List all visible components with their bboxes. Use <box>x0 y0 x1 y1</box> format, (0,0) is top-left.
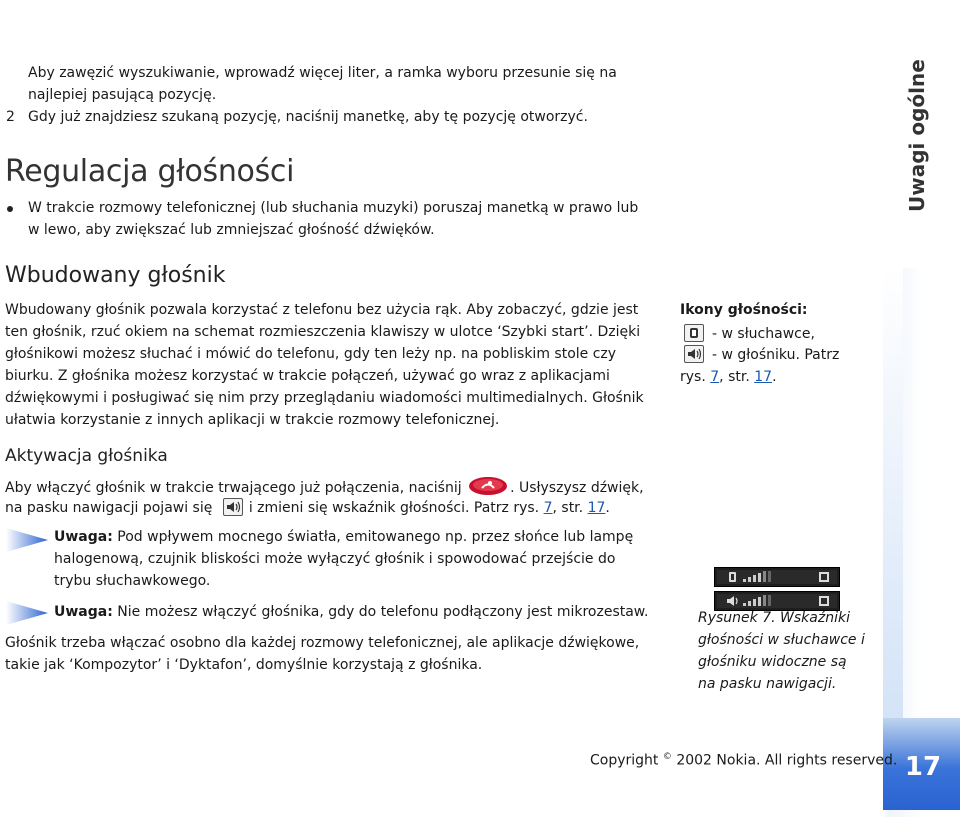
speaker-line-3: głośnikowi możesz słuchać i mówić do telefonu, gdy ten leży np. na pobliskim stole czy <box>5 346 617 362</box>
speaker-line-2: ten głośnik, rzuć okiem na schemat rozmieszczenia klawiszy w ulotce ‘Szybki start’. Dzięki <box>5 324 641 340</box>
figure-link[interactable]: 7 <box>543 500 553 516</box>
note-2-text: Nie możesz włączyć głośnika, gdy do telefonu podłączony jest mikrozestaw. <box>117 604 649 620</box>
note-1-label: Uwaga: <box>54 529 113 545</box>
step-number: 2 <box>6 109 15 125</box>
sidebar-item-loudspeaker <box>684 345 839 367</box>
section-title-volume: Regulacja głośności <box>5 154 295 189</box>
final-line-2: takie jak ‘Kompozytor’ i ‘Dyktafon’, domyślnie korzystają z głośnika. <box>5 657 483 673</box>
speaker-line-6: ułatwia korzystanie z innych aplikacji w trakcie rozmowy telefonicznej. <box>5 412 500 428</box>
loudspeaker-icon <box>223 498 243 516</box>
sidebar-item-loudspeaker-label: - w głośniku. Patrz <box>712 347 840 363</box>
sidebar-page-link[interactable]: 17 <box>754 369 773 385</box>
note-1-line-1 <box>54 527 633 549</box>
speaker-line-1: Wbudowany głośnik pozwala korzystać z telefonu bez użycia rąk. Aby zobaczyć, gdzie jest <box>5 302 639 318</box>
note-1-text: Pod wpływem mocnego światła, emitowanego np. przez słońce lub lampę <box>117 529 634 545</box>
page-link[interactable]: 17 <box>587 500 606 516</box>
end-key-icon <box>468 476 508 496</box>
note-1-line-3: trybu słuchawkowego. <box>54 573 211 589</box>
copyright-symbol: © <box>662 752 672 762</box>
nav-bar-earpiece <box>714 567 840 587</box>
page-number: 17 <box>904 752 942 782</box>
speaker-line-5: dźwiękowymi i posługiwać się nim przy przeglądaniu wiadomości multimedialnych. Głośnik <box>5 390 644 406</box>
note-arrow-icon <box>6 601 48 625</box>
chapter-title: Uwagi ogólne <box>905 59 929 212</box>
figure-caption-line-1: Rysunek 7. Wskaźniki <box>698 610 850 626</box>
note-2-line <box>54 602 648 624</box>
sidebar-item-earpiece <box>684 324 815 346</box>
section-title-speaker: Wbudowany głośnik <box>5 263 226 288</box>
loudspeaker-volume-icon <box>684 345 704 363</box>
activate-line-2-text-b: i zmieni się wskaźnik głośności. Patrz rys. <box>248 500 540 516</box>
intro-line-2: najlepiej pasującą pozycję. <box>28 87 217 103</box>
activate-line-2 <box>5 498 610 520</box>
copyright-text: 2002 Nokia. All rights reserved. <box>676 752 898 769</box>
copyright <box>590 752 897 769</box>
section-title-activate: Aktywacja głośnika <box>5 446 168 466</box>
sidebar-ref-sep: , str. <box>719 369 750 385</box>
sidebar-item-earpiece-label: - w słuchawce, <box>712 326 815 342</box>
bullet-icon <box>7 206 13 212</box>
speaker-line-4: biurku. Z głośnika możesz korzystać w trakcie połączeń, używać go wraz z aplikacjami <box>5 368 610 384</box>
figure-caption-line-3: głośniku widoczne są <box>698 654 847 670</box>
note-2-label: Uwaga: <box>54 604 113 620</box>
activate-line-2-text: na pasku nawigacji pojawi się <box>5 500 213 516</box>
volume-bullet-line-2: w lewo, aby zwiększać lub zmniejszać głośność dźwięków. <box>28 222 435 238</box>
volume-bullet-line-1: W trakcie rozmowy telefonicznej (lub słuchania muzyki) poruszaj manetką w prawo lub <box>28 200 639 216</box>
copyright-label: Copyright <box>590 752 659 769</box>
sidebar-figure-link[interactable]: 7 <box>710 369 720 385</box>
earpiece-volume-icon <box>684 324 704 342</box>
separator-text: , str. <box>552 500 584 516</box>
activate-line-1 <box>5 476 644 500</box>
step-2-text: Gdy już znajdziesz szukaną pozycję, naciśnij manetkę, aby tę pozycję otworzyć. <box>28 109 588 125</box>
sidebar-ref-end: . <box>772 369 777 385</box>
activate-line-1-end: . Usłyszysz dźwięk, <box>510 480 644 496</box>
period-text: . <box>605 500 610 516</box>
note-arrow-icon <box>6 528 48 552</box>
activate-line-1-text: Aby włączyć głośnik w trakcie trwającego już połączenia, naciśnij <box>5 480 462 496</box>
note-1-line-2: halogenową, czujnik bliskości może wyłączyć głośnik i spowodować przejście do <box>54 551 616 567</box>
final-line-1: Głośnik trzeba włączać osobno dla każdej rozmowy telefonicznej, ale aplikacje dźwiękowe, <box>5 635 640 651</box>
intro-line-1: Aby zawęzić wyszukiwanie, wprowadź więcej liter, a ramka wyboru przesunie się na <box>28 65 617 81</box>
figure-caption-line-4: na pasku nawigacji. <box>698 676 837 692</box>
side-gradient <box>883 268 903 718</box>
figure-caption-line-2: głośności w słuchawce i <box>698 632 865 648</box>
sidebar-ref-prefix: rys. <box>680 369 706 385</box>
sidebar-ref <box>680 367 777 389</box>
sidebar-title: Ikony głośności: <box>680 302 808 318</box>
